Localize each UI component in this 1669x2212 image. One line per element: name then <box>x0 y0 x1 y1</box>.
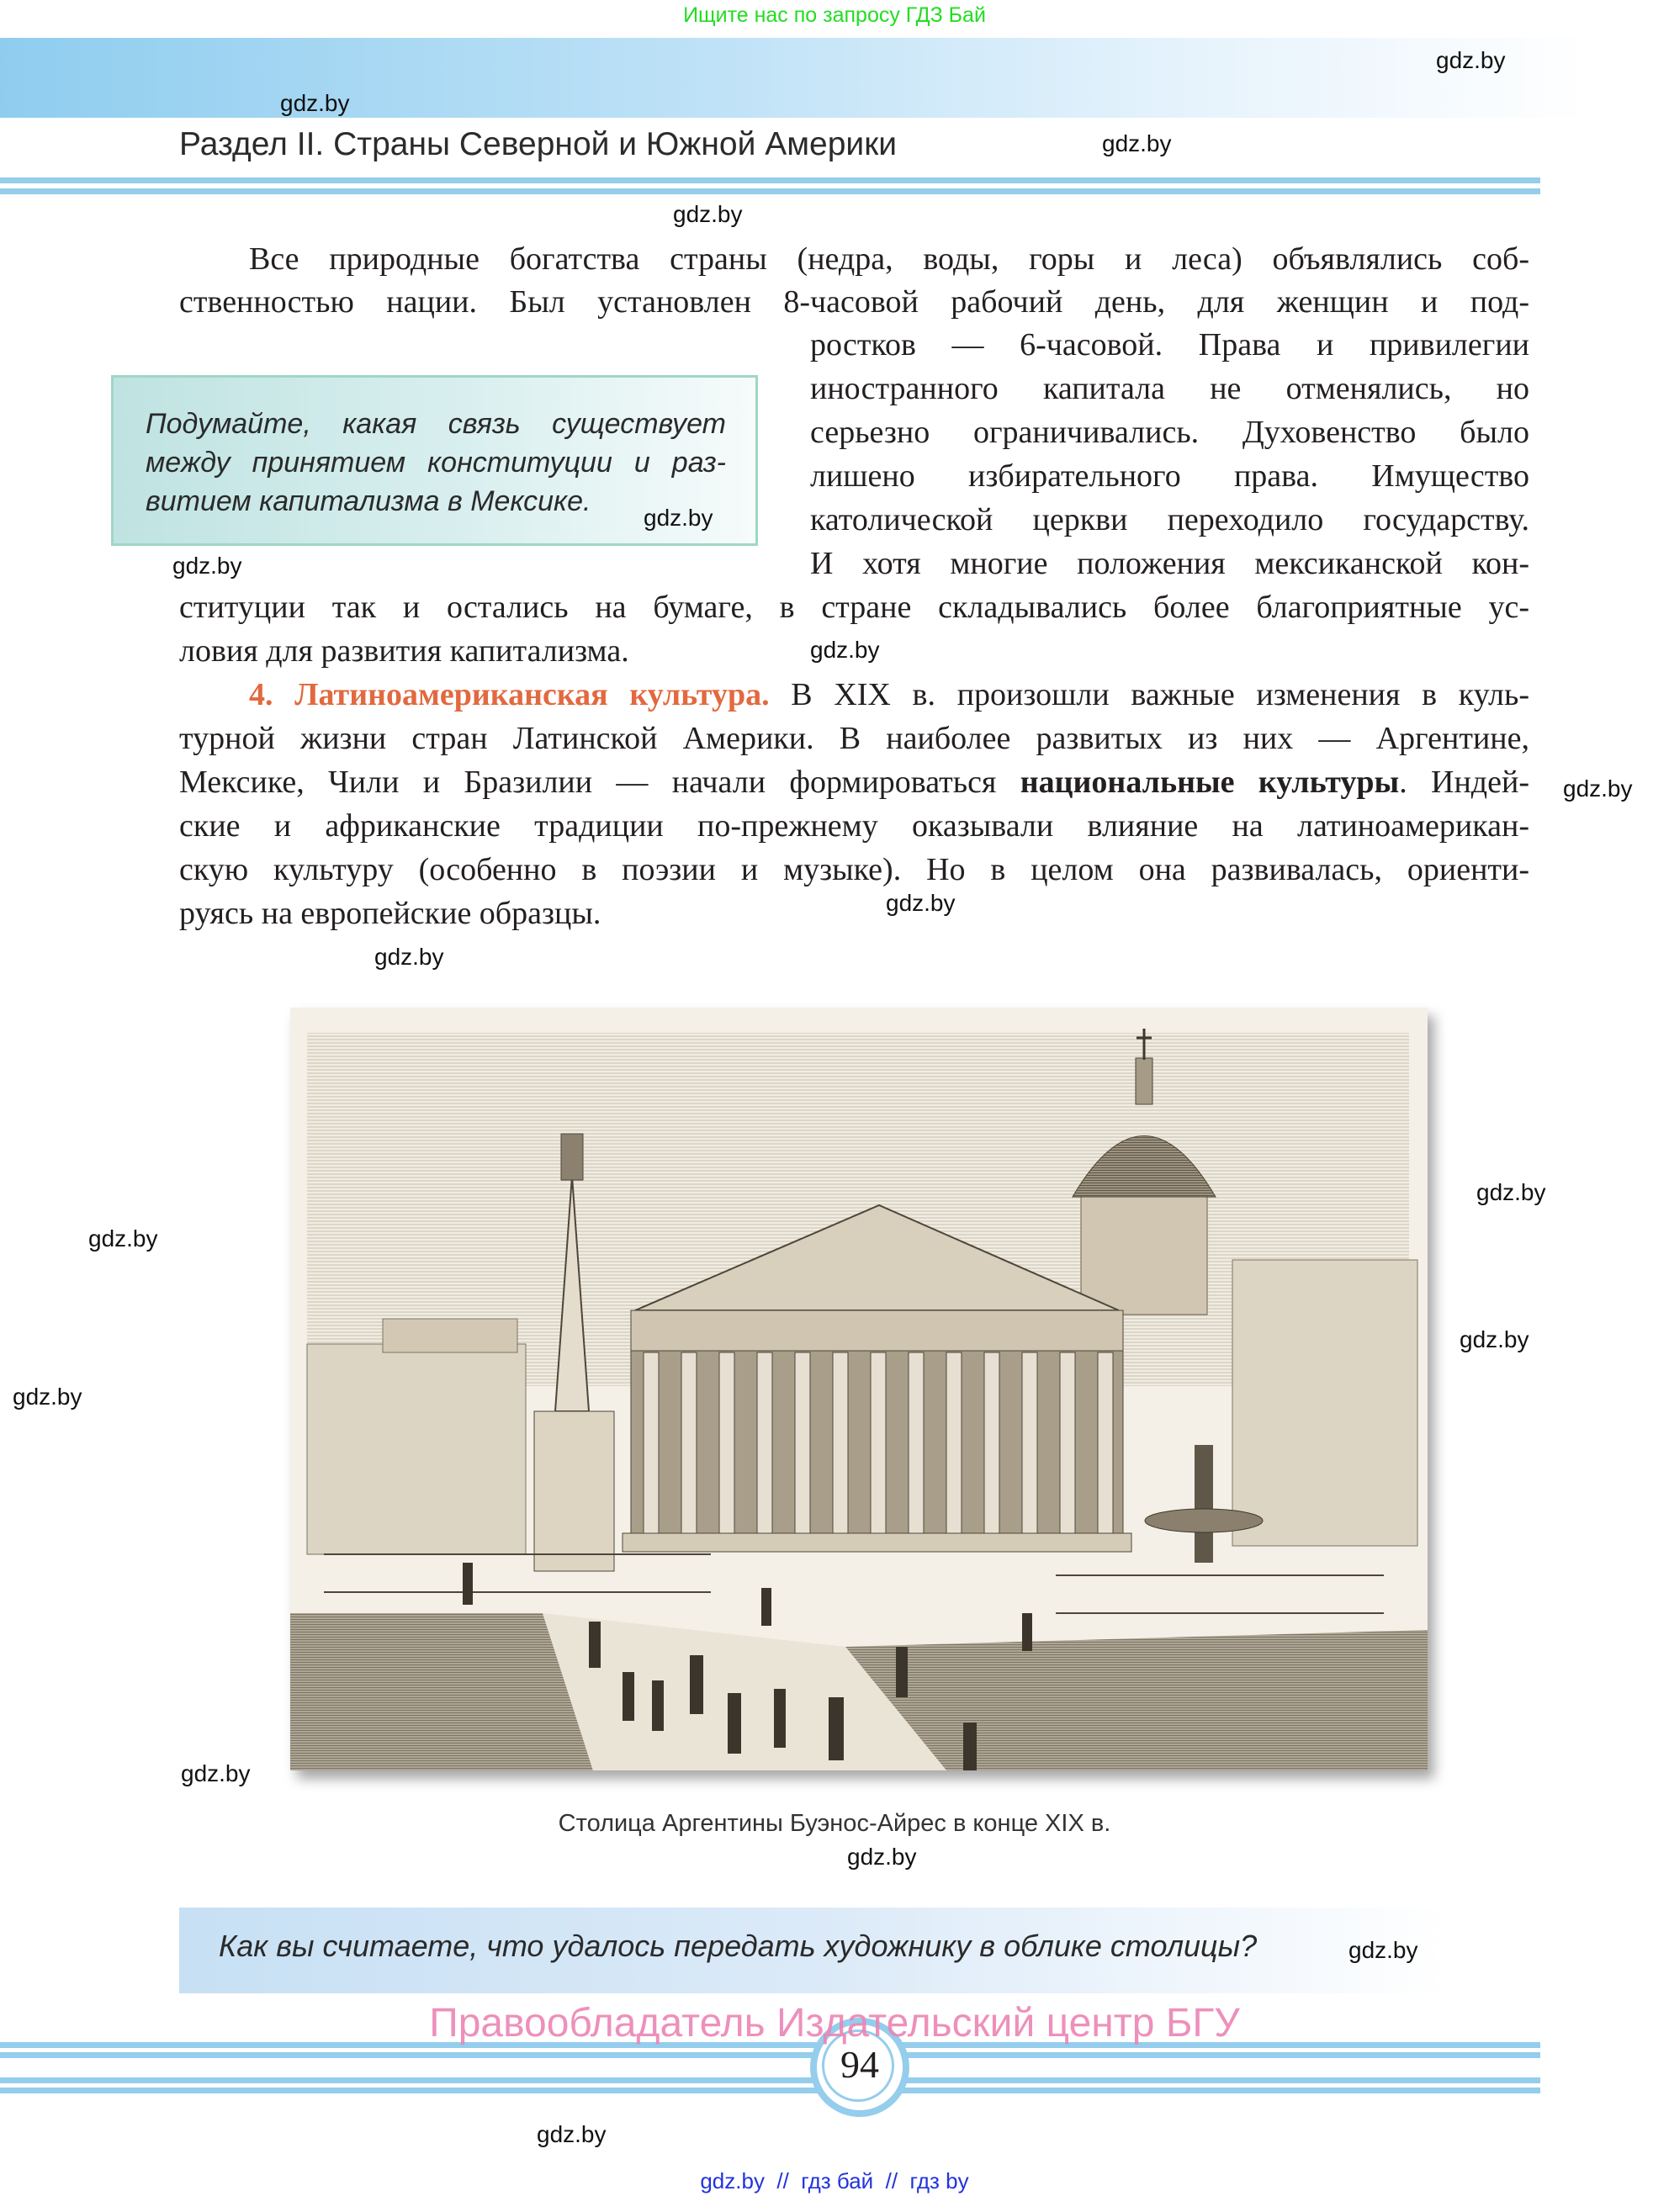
section-4-text: В XIX в. произошли важные изменения в куль- <box>769 677 1529 712</box>
watermark: gdz.by <box>1563 775 1633 802</box>
watermark: gdz.by <box>172 553 242 579</box>
watermark: gdz.by <box>673 201 743 227</box>
paragraph-line: иностранного капитала не отменялись, но <box>810 371 1529 406</box>
copyright-watermark: Правообладатель Издательский центр БГУ <box>429 2001 1240 2045</box>
header-rule-bottom <box>0 188 1540 194</box>
buenos-aires-engraving <box>290 1008 1428 1770</box>
footer-rule <box>0 2088 1540 2093</box>
section-4-line: ские и африканские традиции по-прежнему оказывали влияние на латиноамерикан- <box>179 808 1529 844</box>
paragraph-line: католической церкви переходило государству. <box>810 502 1529 537</box>
watermark: gdz.by <box>374 944 444 970</box>
question-text: Как вы считаете, что удалось передать художнику в облике столицы? <box>219 1929 1258 1963</box>
watermark: gdz.by <box>181 1760 251 1786</box>
watermark: gdz.by <box>1102 130 1172 156</box>
paragraph-line: И хотя многие положения мексиканской кон- <box>810 546 1529 581</box>
watermark: gdz.by <box>1476 1179 1546 1205</box>
figure-caption: Столица Аргентины Буэнос-Айрес в конце XIX в. <box>558 1810 1111 1837</box>
callout-line: витием капитализма в Мексике. <box>146 485 591 517</box>
paragraph-line: ловия для развития капитализма. <box>179 633 629 669</box>
watermark: gdz.by <box>1348 1937 1418 1963</box>
footer-links[interactable]: gdz.by // гдз бай // гдз by <box>700 2168 969 2193</box>
paragraph-line: ростков — 6-часовой. Права и привилегии <box>810 327 1529 362</box>
watermark: gdz.by <box>810 637 880 663</box>
callout-line: Подумайте, какая связь существует <box>146 408 726 440</box>
section-4-line: турной жизни стран Латинской Америки. В наиболее развитых из них — Аргентине, <box>179 721 1529 756</box>
paragraph-line: лишено избирательного права. Имущество <box>810 458 1529 494</box>
section-4-heading: 4. Латиноамериканская культура. <box>249 677 770 712</box>
page-number: 94 <box>840 2043 879 2086</box>
callout-line: между принятием конституции и раз- <box>146 447 726 479</box>
paragraph-line: ственностью нации. Был установлен 8-часовой рабочий день, для женщин и под- <box>179 284 1529 320</box>
section-4-text: . Индей- <box>1399 765 1529 800</box>
header-rule-top <box>0 177 1540 183</box>
search-hint-banner: Ищите нас по запросу ГДЗ Бай <box>683 3 986 27</box>
footer-rule <box>0 2077 1540 2083</box>
watermark: gdz.by <box>1460 1326 1529 1352</box>
paragraph-line: ституции так и остались на бумаге, в стране складывались более благоприятные ус- <box>179 590 1529 625</box>
section-4-line <box>179 760 1529 804</box>
watermark: gdz.by <box>1436 47 1506 73</box>
key-term-national-cultures: национальные культуры <box>1020 765 1400 800</box>
paragraph-line: Все природные богатства страны (недра, воды, горы и леса) объявлялись соб- <box>249 241 1529 277</box>
watermark: gdz.by <box>537 2121 607 2147</box>
watermark: gdz.by <box>886 890 956 916</box>
watermark: gdz.by <box>13 1384 82 1410</box>
paragraph-line: серьезно ограничивались. Духовенство было <box>810 415 1529 450</box>
section-4-line: руясь на европейские образцы. <box>179 896 601 931</box>
section-4-line: скую культуру (особенно в поэзии и музыке). Но в целом она развивалась, ориенти- <box>179 852 1529 887</box>
section-4-text: Мексике, Чили и Бразилии — начали формироваться <box>179 765 1020 800</box>
watermark: gdz.by <box>280 90 350 116</box>
footer-rule <box>0 2052 1540 2058</box>
header-band <box>0 38 1592 118</box>
section-4-line <box>249 673 1529 717</box>
section-title: Раздел II. Страны Северной и Южной Америки <box>179 126 898 162</box>
watermark: gdz.by <box>644 505 713 531</box>
engraving-illustration <box>290 1008 1428 1770</box>
watermark: gdz.by <box>847 1844 917 1870</box>
watermark: gdz.by <box>88 1225 158 1252</box>
